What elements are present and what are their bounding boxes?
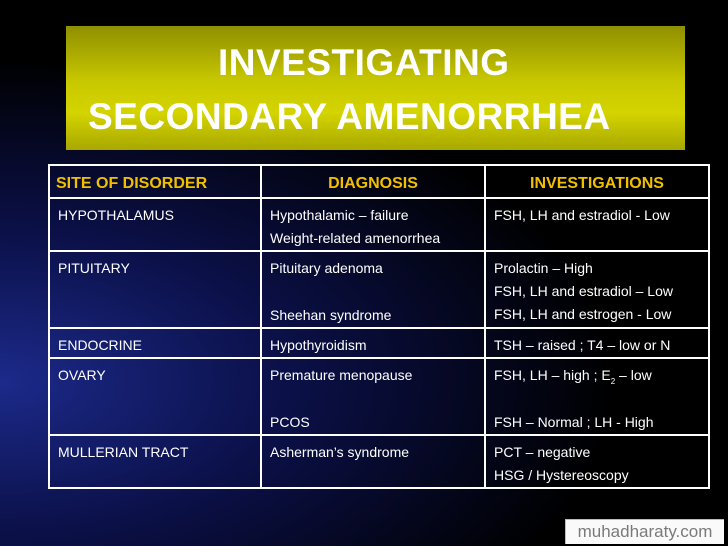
- cell-diagnosis: [261, 198, 485, 251]
- diagnosis-text: Pituitary adenoma: [270, 260, 383, 276]
- site-label: OVARY: [58, 367, 106, 383]
- investigation-text: TSH – raised ; T4 – low or N: [494, 337, 671, 353]
- diagnosis-text: Premature menopause: [270, 367, 413, 383]
- site-label: MULLERIAN TRACT: [58, 444, 189, 460]
- table-row: [49, 435, 709, 488]
- cell-site: [49, 358, 261, 435]
- cell-site: [49, 435, 261, 488]
- table-row: [49, 251, 709, 328]
- investigation-text: HSG / Hystereoscopy: [494, 467, 629, 483]
- cell-diagnosis: [261, 251, 485, 328]
- spacer: [270, 280, 476, 304]
- spacer: [494, 387, 700, 411]
- header-diagnosis: DIAGNOSIS: [261, 165, 485, 198]
- investigation-text: FSH, LH and estradiol - Low: [494, 207, 670, 223]
- diagnosis-text: Hypothalamic – failure: [270, 207, 409, 223]
- investigation-text: Prolactin – High: [494, 260, 593, 276]
- cell-site: [49, 198, 261, 251]
- spacer: [270, 387, 476, 411]
- table-header-row: [49, 165, 709, 198]
- cell-diagnosis: [261, 358, 485, 435]
- diagnosis-text: Asherman’s syndrome: [270, 444, 410, 460]
- cell-investigations: [485, 328, 709, 358]
- cell-investigations: [485, 198, 709, 251]
- table-row: [49, 198, 709, 251]
- title-banner: [66, 26, 685, 150]
- table-row: [49, 328, 709, 358]
- header-site: SITE OF DISORDER: [49, 165, 261, 198]
- diagnosis-text: PCOS: [270, 414, 310, 430]
- cell-investigations: [485, 358, 709, 435]
- site-label: HYPOTHALAMUS: [58, 207, 174, 223]
- cell-site: [49, 328, 261, 358]
- diagnosis-text: Hypothyroidism: [270, 337, 367, 353]
- cell-investigations: [485, 251, 709, 328]
- site-label: ENDOCRINE: [58, 337, 143, 353]
- table-row: [49, 358, 709, 435]
- title-line-2: SECONDARY AMENORRHEA: [88, 96, 611, 137]
- investigation-text: FSH – Normal ; LH - High: [494, 414, 654, 430]
- investigations-table: [48, 164, 710, 489]
- cell-diagnosis: [261, 435, 485, 488]
- investigation-text-part: – low: [615, 367, 652, 383]
- cell-investigations: [485, 435, 709, 488]
- investigation-text: [494, 364, 700, 387]
- investigation-text: FSH, LH and estrogen - Low: [494, 306, 672, 322]
- site-label: PITUITARY: [58, 260, 130, 276]
- subscript: 2: [610, 376, 616, 386]
- site-watermark: muhadharaty.com: [565, 519, 724, 544]
- investigation-text: PCT – negative: [494, 444, 591, 460]
- title-line-1: INVESTIGATING: [218, 42, 510, 83]
- cell-diagnosis: [261, 328, 485, 358]
- header-investigations: INVESTIGATIONS: [485, 165, 709, 198]
- investigation-text-part: FSH, LH – high ; E: [494, 367, 611, 383]
- cell-site: [49, 251, 261, 328]
- diagnosis-text: Weight-related amenorrhea: [270, 230, 441, 246]
- investigation-text: FSH, LH and estradiol – Low: [494, 283, 673, 299]
- diagnosis-text: Sheehan syndrome: [270, 307, 392, 323]
